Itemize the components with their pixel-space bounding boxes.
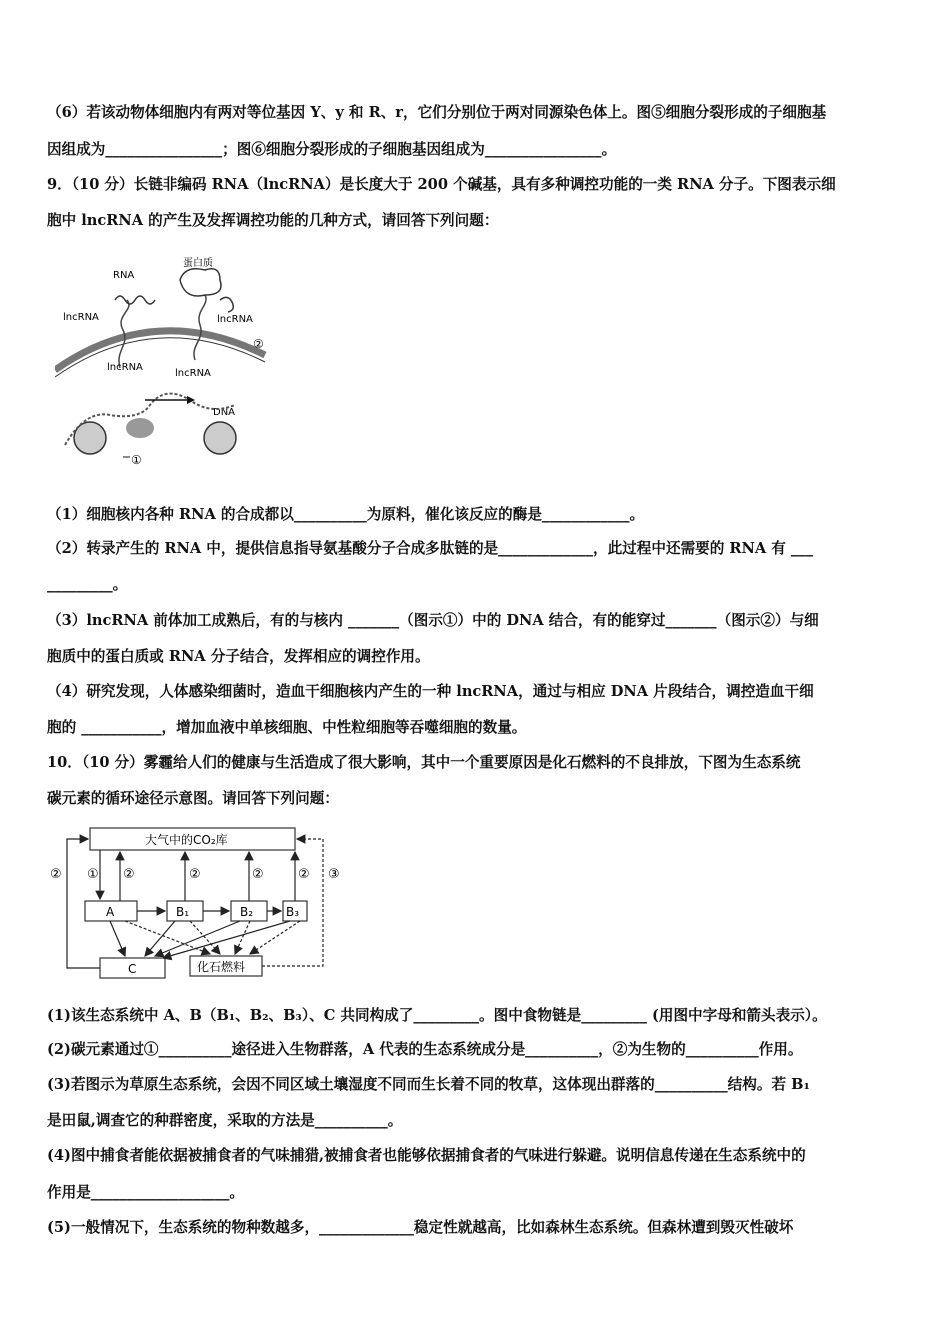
mark-2-b1: ② bbox=[189, 867, 201, 882]
mark-2-a: ② bbox=[123, 867, 135, 882]
fig1-lncrna-mid2-label: lncRNA bbox=[175, 368, 211, 379]
fig1-mark-1: ① bbox=[131, 453, 142, 467]
question-9-stem-line-1: 9．（10 分）长链非编码 RNA（lncRNA）是长度大于 200 个碱基，具有多种调控功能的一类 RNA 分子。下图表示细 bbox=[47, 176, 836, 193]
question-10-part-3-line-2: 是田鼠,调查它的种群密度，采取的方法是__________。 bbox=[47, 1112, 403, 1129]
lncrna-curl-right bbox=[220, 297, 233, 312]
box-c-label: C bbox=[128, 962, 137, 976]
mark-3: ③ bbox=[328, 867, 340, 882]
question-10-part-1: (1)该生态系统中 A、B（B₁、B₂、B₃）、C 共同构成了_________。图中食物链是_________ (用图中字母和箭头表示）。 bbox=[47, 1007, 827, 1024]
question-10-part-4-line-2: 作用是___________________。 bbox=[47, 1184, 245, 1201]
question-9-part-2-line-2: _________。 bbox=[47, 576, 128, 593]
box-fossil-fuel-label: 化石燃料 bbox=[197, 960, 246, 974]
atmosphere-label: 大气中的CO₂库 bbox=[145, 833, 228, 847]
question-9-part-3-line-2: 胞质中的蛋白质或 RNA 分子结合，发挥相应的调控作用。 bbox=[47, 648, 430, 665]
question-9-part-4-line-1: （4）研究发现，人体感染细菌时，造血干细胞核内产生的一种 lncRNA，通过与相应 DNA 片段结合，调控造血干细 bbox=[47, 683, 814, 700]
box-b1-label: B₁ bbox=[176, 905, 190, 919]
question-9-stem-line-2: 胞中 lncRNA 的产生及发挥调控功能的几种方式，请回答下列问题： bbox=[47, 212, 499, 229]
question-10-part-4-line-1: (4)图中捕食者能依据被捕食者的气味捕猎,被捕食者也能够依据捕食者的气味进行躲避。说明信息传递在生态系统中的 bbox=[47, 1147, 806, 1164]
question-9-part-2-line-1: （2）转录产生的 RNA 中，提供信息指导氨基酸分子合成多肽链的是_____________，此过程中还需要的 RNA 有 ___ bbox=[47, 540, 813, 557]
mark-2-b3: ② bbox=[298, 867, 310, 882]
question-10-part-3-line-1: (3)若图示为草原生态系统，会因不同区域土壤湿度不同而生长着不同的牧草，这体现出群落的__________结构。若 B₁ bbox=[47, 1076, 810, 1093]
box-b3-label: B₃ bbox=[286, 905, 300, 919]
polymerase-blob bbox=[126, 418, 154, 438]
question-10-stem-line-2: 碳元素的循环途径示意图。请回答下列问题： bbox=[47, 790, 339, 807]
box-a-label: A bbox=[106, 905, 115, 919]
mark-1: ① bbox=[87, 867, 99, 882]
fig1-dna-label: DNA bbox=[213, 407, 236, 418]
lncrna-strand-right bbox=[194, 295, 206, 360]
mark-2-left: ② bbox=[50, 867, 62, 882]
protein-blob bbox=[180, 269, 221, 296]
mark-2-b2: ② bbox=[252, 867, 264, 882]
fig1-lncrna-mid1-label: lncRNA bbox=[107, 362, 143, 373]
box-b2-label: B₂ bbox=[240, 905, 254, 919]
question-10-stem-line-1: 10．（10 分）雾霾给人们的健康与生活造成了很大影响，其中一个重要原因是化石燃料的不良排放，下图为生态系统 bbox=[47, 754, 801, 771]
question-9-part-3-line-1: （3）lncRNA 前体加工成熟后，有的与核内 _______（图示①）中的 DNA 结合，有的能穿过_______（图示②）与细 bbox=[47, 612, 819, 629]
fig1-protein-label: 蛋白质 bbox=[183, 258, 213, 269]
rna-coil bbox=[115, 296, 155, 304]
fig1-lncrna-right-label: lncRNA bbox=[217, 314, 253, 325]
question-10-part-2: (2)碳元素通过①__________途径进入生物群落，A 代表的生态系统成分是__________，②为生物的__________作用。 bbox=[47, 1041, 803, 1058]
lncrna-figure bbox=[55, 250, 275, 470]
nuclear-envelope bbox=[55, 331, 265, 370]
question-8-part-6-line-2: 因组成为________________；图⑥细胞分裂形成的子细胞基因组成为________________。 bbox=[47, 141, 617, 158]
chromatin-right bbox=[204, 422, 236, 454]
question-9-part-1: （1）细胞核内各种 RNA 的合成都以__________为原料，催化该反应的酶是____________。 bbox=[47, 506, 645, 523]
question-9-part-4-line-2: 胞的 ___________，增加血液中单核细胞、中性粒细胞等吞噬细胞的数量。 bbox=[47, 719, 527, 736]
question-8-part-6-line-1: （6）若该动物体细胞内有两对等位基因 Y、y 和 R、r，它们分别位于两对同源染色体上。图⑤细胞分裂形成的子细胞基 bbox=[47, 104, 827, 121]
fig1-mark-2: ② bbox=[253, 337, 264, 351]
carbon-cycle-figure bbox=[45, 823, 355, 983]
question-10-part-5: (5)一般情况下，生态系统的物种数越多，_____________稳定性就越高，比如森林生态系统。但森林遭到毁灭性破坏 bbox=[47, 1219, 794, 1236]
fig1-rna-label: RNA bbox=[113, 270, 135, 281]
fig1-lncrna-left-label: lncRNA bbox=[63, 312, 99, 323]
